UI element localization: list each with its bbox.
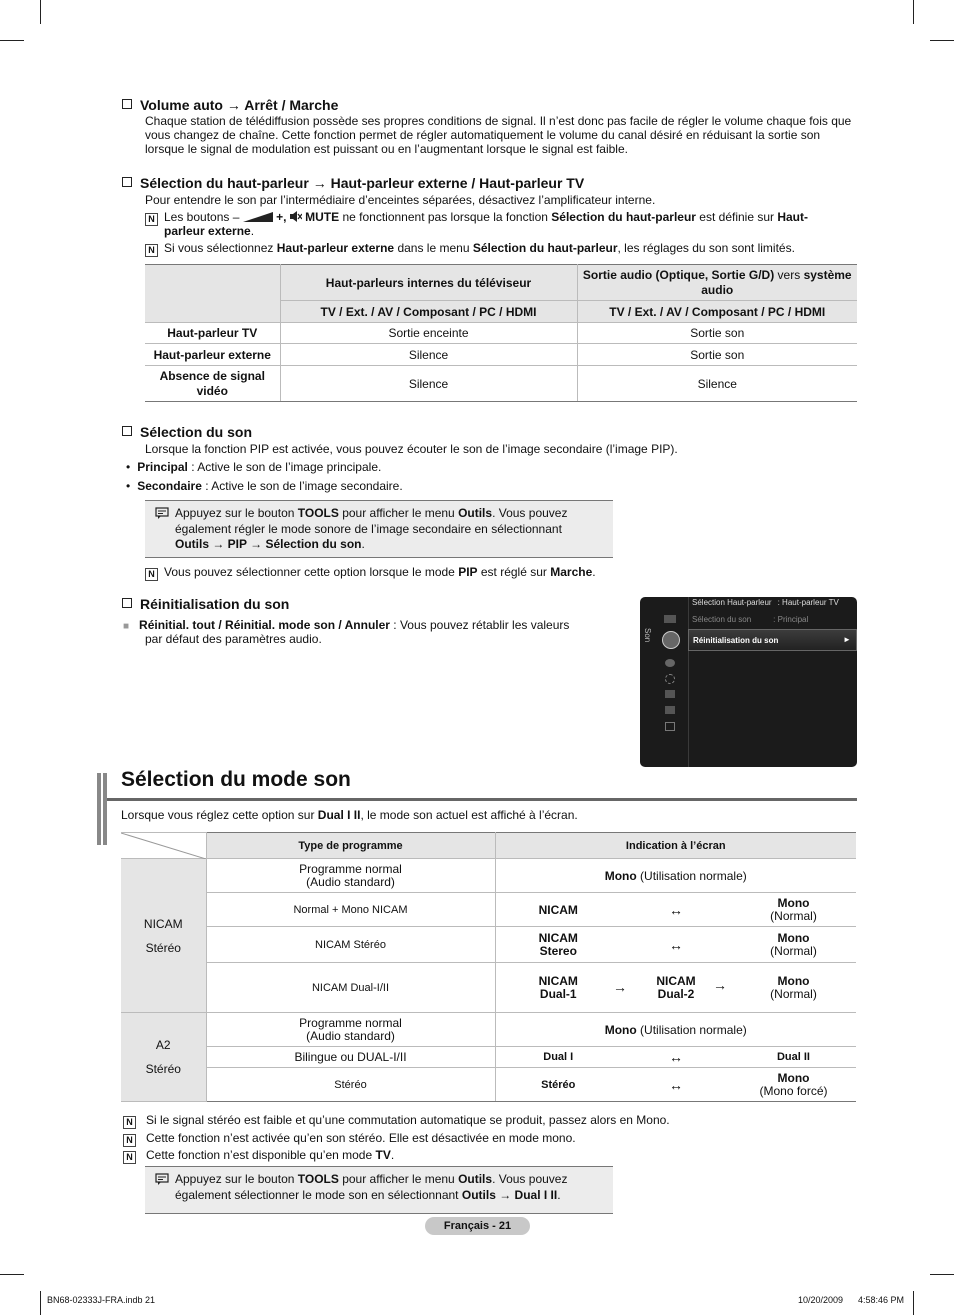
pip-note: N Vous pouvez sélectionner cette option lorsque le mode PIP est réglé sur Marche. bbox=[145, 565, 596, 581]
crop-mark bbox=[913, 1291, 914, 1315]
speaker-note-1: N Les boutons – +, MUTE ne fonctionnent pas lorsque la fonction Sélection du haut-parleur est définie sur Haut- bbox=[145, 210, 845, 226]
sound-reset-title: Réinitialisation du son bbox=[122, 596, 289, 612]
empty-corner-cell bbox=[145, 265, 280, 323]
footer-file: BN68-02333J-FRA.indb 21 bbox=[47, 1295, 156, 1305]
bullet-secondaire: • Secondaire : Active le son de l’image secondaire. bbox=[126, 479, 403, 493]
mode-note-1: N Si le signal stéréo est faible et qu’une commutation automatique se produit, passez alors en Mono. bbox=[123, 1113, 670, 1129]
volume-ramp-icon bbox=[243, 212, 273, 222]
speaker-note-2: N Si vous sélectionnez Haut-parleur externe dans le menu Sélection du haut-parleur, les réglages du son sont limités. bbox=[145, 241, 857, 257]
sound-selection-body: Lorsque la fonction PIP est activée, vous pouvez écouter le son de l’image secondaire (l’image PIP). bbox=[145, 442, 678, 456]
tools-tip-box-2 bbox=[145, 1166, 613, 1214]
osd-application-icon bbox=[665, 706, 675, 714]
table-row: Bilingue ou DUAL-I/II Dual I ↔ Dual II bbox=[121, 1047, 856, 1068]
bullet-principal: • Principal : Active le son de l’image principale. bbox=[126, 460, 382, 474]
table-row: NICAM Stéréo NICAM Stereo ↔ Mono (Normal) bbox=[121, 927, 856, 963]
speaker-table bbox=[145, 264, 857, 402]
page-number-pill: Français - 21 bbox=[425, 1217, 530, 1235]
note-icon: N bbox=[145, 244, 158, 257]
checkbox-bullet-icon bbox=[122, 598, 132, 608]
speaker-selection-body: Pour entendre le son par l’intermédiaire d’enceintes séparées, désactivez l’amplificateur interne. bbox=[145, 193, 656, 207]
header-program-type: Type de programme bbox=[206, 833, 495, 859]
osd-row-speaker[interactable]: Sélection Haut-parleur : Haut-parleur TV bbox=[692, 598, 839, 607]
crop-mark bbox=[0, 1274, 24, 1275]
crop-mark bbox=[930, 1274, 954, 1275]
sound-selection-title: Sélection du son bbox=[122, 424, 252, 440]
header-internal: Haut-parleurs internes du téléviseur bbox=[280, 265, 577, 301]
checkbox-bullet-icon bbox=[122, 177, 132, 187]
speaker-note-1-cont: parleur externe. bbox=[164, 224, 255, 238]
crop-mark bbox=[913, 0, 914, 24]
mode-note-3: N Cette fonction n’est disponible qu’en mode TV. bbox=[123, 1148, 394, 1164]
osd-sound-menu bbox=[640, 597, 857, 767]
note-icon: N bbox=[145, 568, 158, 581]
tools-tip-text: Appuyez sur le bouton TOOLS pour afficher le menu Outils. Vous pouvez également régler le mode sonore de l’image secondaire en sélectionnant Outils → PIP → Sélection du son. bbox=[175, 506, 568, 551]
sound-mode-table bbox=[121, 832, 856, 1102]
table-row: Haut-parleur externe Silence Sortie son bbox=[145, 344, 857, 366]
crop-mark bbox=[40, 1291, 41, 1315]
crop-mark bbox=[0, 40, 24, 41]
page-title: Sélection du mode son bbox=[121, 768, 351, 791]
subheader-internal: TV / Ext. / AV / Composant / PC / HDMI bbox=[280, 301, 577, 323]
table-row: A2 Stéréo Programme normal (Audio standard) Mono (Utilisation normale) bbox=[121, 1013, 856, 1047]
tools-tip-icon bbox=[155, 507, 169, 519]
note-icon: N bbox=[123, 1151, 136, 1164]
header-screen-indication: Indication à l’écran bbox=[495, 833, 856, 859]
bidirectional-arrow-icon: ↔ bbox=[621, 1068, 731, 1102]
note-icon: N bbox=[123, 1134, 136, 1147]
tools-tip-box bbox=[145, 500, 613, 558]
osd-channel-icon bbox=[665, 659, 675, 667]
note-icon: N bbox=[145, 213, 158, 226]
osd-row-sound-select[interactable]: Sélection du son : Principal bbox=[692, 615, 809, 624]
sound-reset-body-cont: par défaut des paramètres audio. bbox=[145, 632, 322, 646]
tools-tip-icon bbox=[155, 1173, 169, 1185]
table-row: Absence de signal vidéo Silence Silence bbox=[145, 366, 857, 402]
osd-side-label: Son bbox=[643, 628, 652, 643]
footer-date: 10/20/2009 bbox=[798, 1295, 844, 1305]
right-arrow-icon: → bbox=[713, 977, 727, 993]
bidirectional-arrow-icon: ↔ bbox=[621, 1047, 731, 1068]
osd-input-icon bbox=[665, 690, 675, 698]
checkbox-bullet-icon bbox=[122, 426, 132, 436]
tools-tip-text: Appuyez sur le bouton TOOLS pour afficher le menu Outils. Vous pouvez également sélectionner le mode son en sélectionnant Outils → Dual I II. bbox=[175, 1172, 568, 1202]
mute-icon bbox=[290, 211, 302, 222]
footer-time: 4:58:46 PM bbox=[858, 1295, 905, 1305]
mode-intro: Lorsque vous réglez cette option sur Dual I II, le mode son actuel est affiché à l’écran. bbox=[121, 808, 578, 822]
speaker-selection-title: Sélection du haut-parleur → Haut-parleur externe / Haut-parleur TV bbox=[122, 175, 584, 191]
table-row: NICAM Dual-I/II NICAM Dual-1 → NICAM Dual-2 → Mono (Normal) bbox=[121, 963, 856, 1013]
osd-picture-icon bbox=[664, 615, 676, 623]
osd-support-icon bbox=[665, 722, 675, 731]
subheader-external: TV / Ext. / AV / Composant / PC / HDMI bbox=[577, 301, 857, 323]
bidirectional-arrow-icon: ↔ bbox=[621, 893, 731, 927]
group-nicam: NICAM Stéréo bbox=[121, 859, 206, 1013]
heading-rule bbox=[107, 798, 857, 801]
osd-row-reset-highlight[interactable]: Réinitialisation du son ► bbox=[688, 629, 857, 651]
checkbox-bullet-icon bbox=[122, 99, 132, 109]
note-icon: N bbox=[123, 1116, 136, 1129]
crop-mark bbox=[40, 0, 41, 24]
osd-setup-icon bbox=[665, 674, 675, 684]
right-arrow-icon: → bbox=[613, 979, 627, 995]
table-row: Stéréo Stéréo ↔ Mono (Mono forcé) bbox=[121, 1068, 856, 1102]
crop-mark bbox=[930, 40, 954, 41]
bidirectional-arrow-icon: ↔ bbox=[621, 927, 731, 963]
sound-reset-body: ■ Réinitial. tout / Réinitial. mode son / Annuler : Vous pouvez rétablir les valeurs bbox=[123, 618, 570, 632]
table-row: Normal + Mono NICAM NICAM ↔ Mono (Normal) bbox=[121, 893, 856, 927]
group-a2: A2 Stéréo bbox=[121, 1013, 206, 1102]
heading-bar bbox=[103, 773, 107, 845]
heading-bar bbox=[97, 773, 101, 845]
table-row: NICAM Stéréo Programme normal (Audio standard) Mono (Utilisation normale) bbox=[121, 859, 856, 893]
osd-sound-icon bbox=[662, 631, 680, 649]
volume-auto-title: Volume auto → Arrêt / Marche bbox=[122, 97, 338, 113]
header-external: Sortie audio (Optique, Sortie G/D) vers système audio bbox=[577, 265, 857, 301]
diagonal-corner-cell bbox=[121, 833, 206, 859]
volume-auto-body: Chaque station de télédiffusion possède ses propres conditions de signal. Il n’est donc pas facile de régler le volume chaque fois que vous changez de chaîne. Cette fonction permet de régler automatiquement le volume du canal désiré en réduisant la sortie son lorsque le signal de modulation est puissant ou en l’augmentant lorsque le signal est faible. bbox=[145, 114, 852, 156]
mode-note-2: N Cette fonction n’est activée qu’en son stéréo. Elle est désactivée en mode mono. bbox=[123, 1131, 576, 1147]
table-row: Haut-parleur TV Sortie enceinte Sortie son bbox=[145, 323, 857, 344]
